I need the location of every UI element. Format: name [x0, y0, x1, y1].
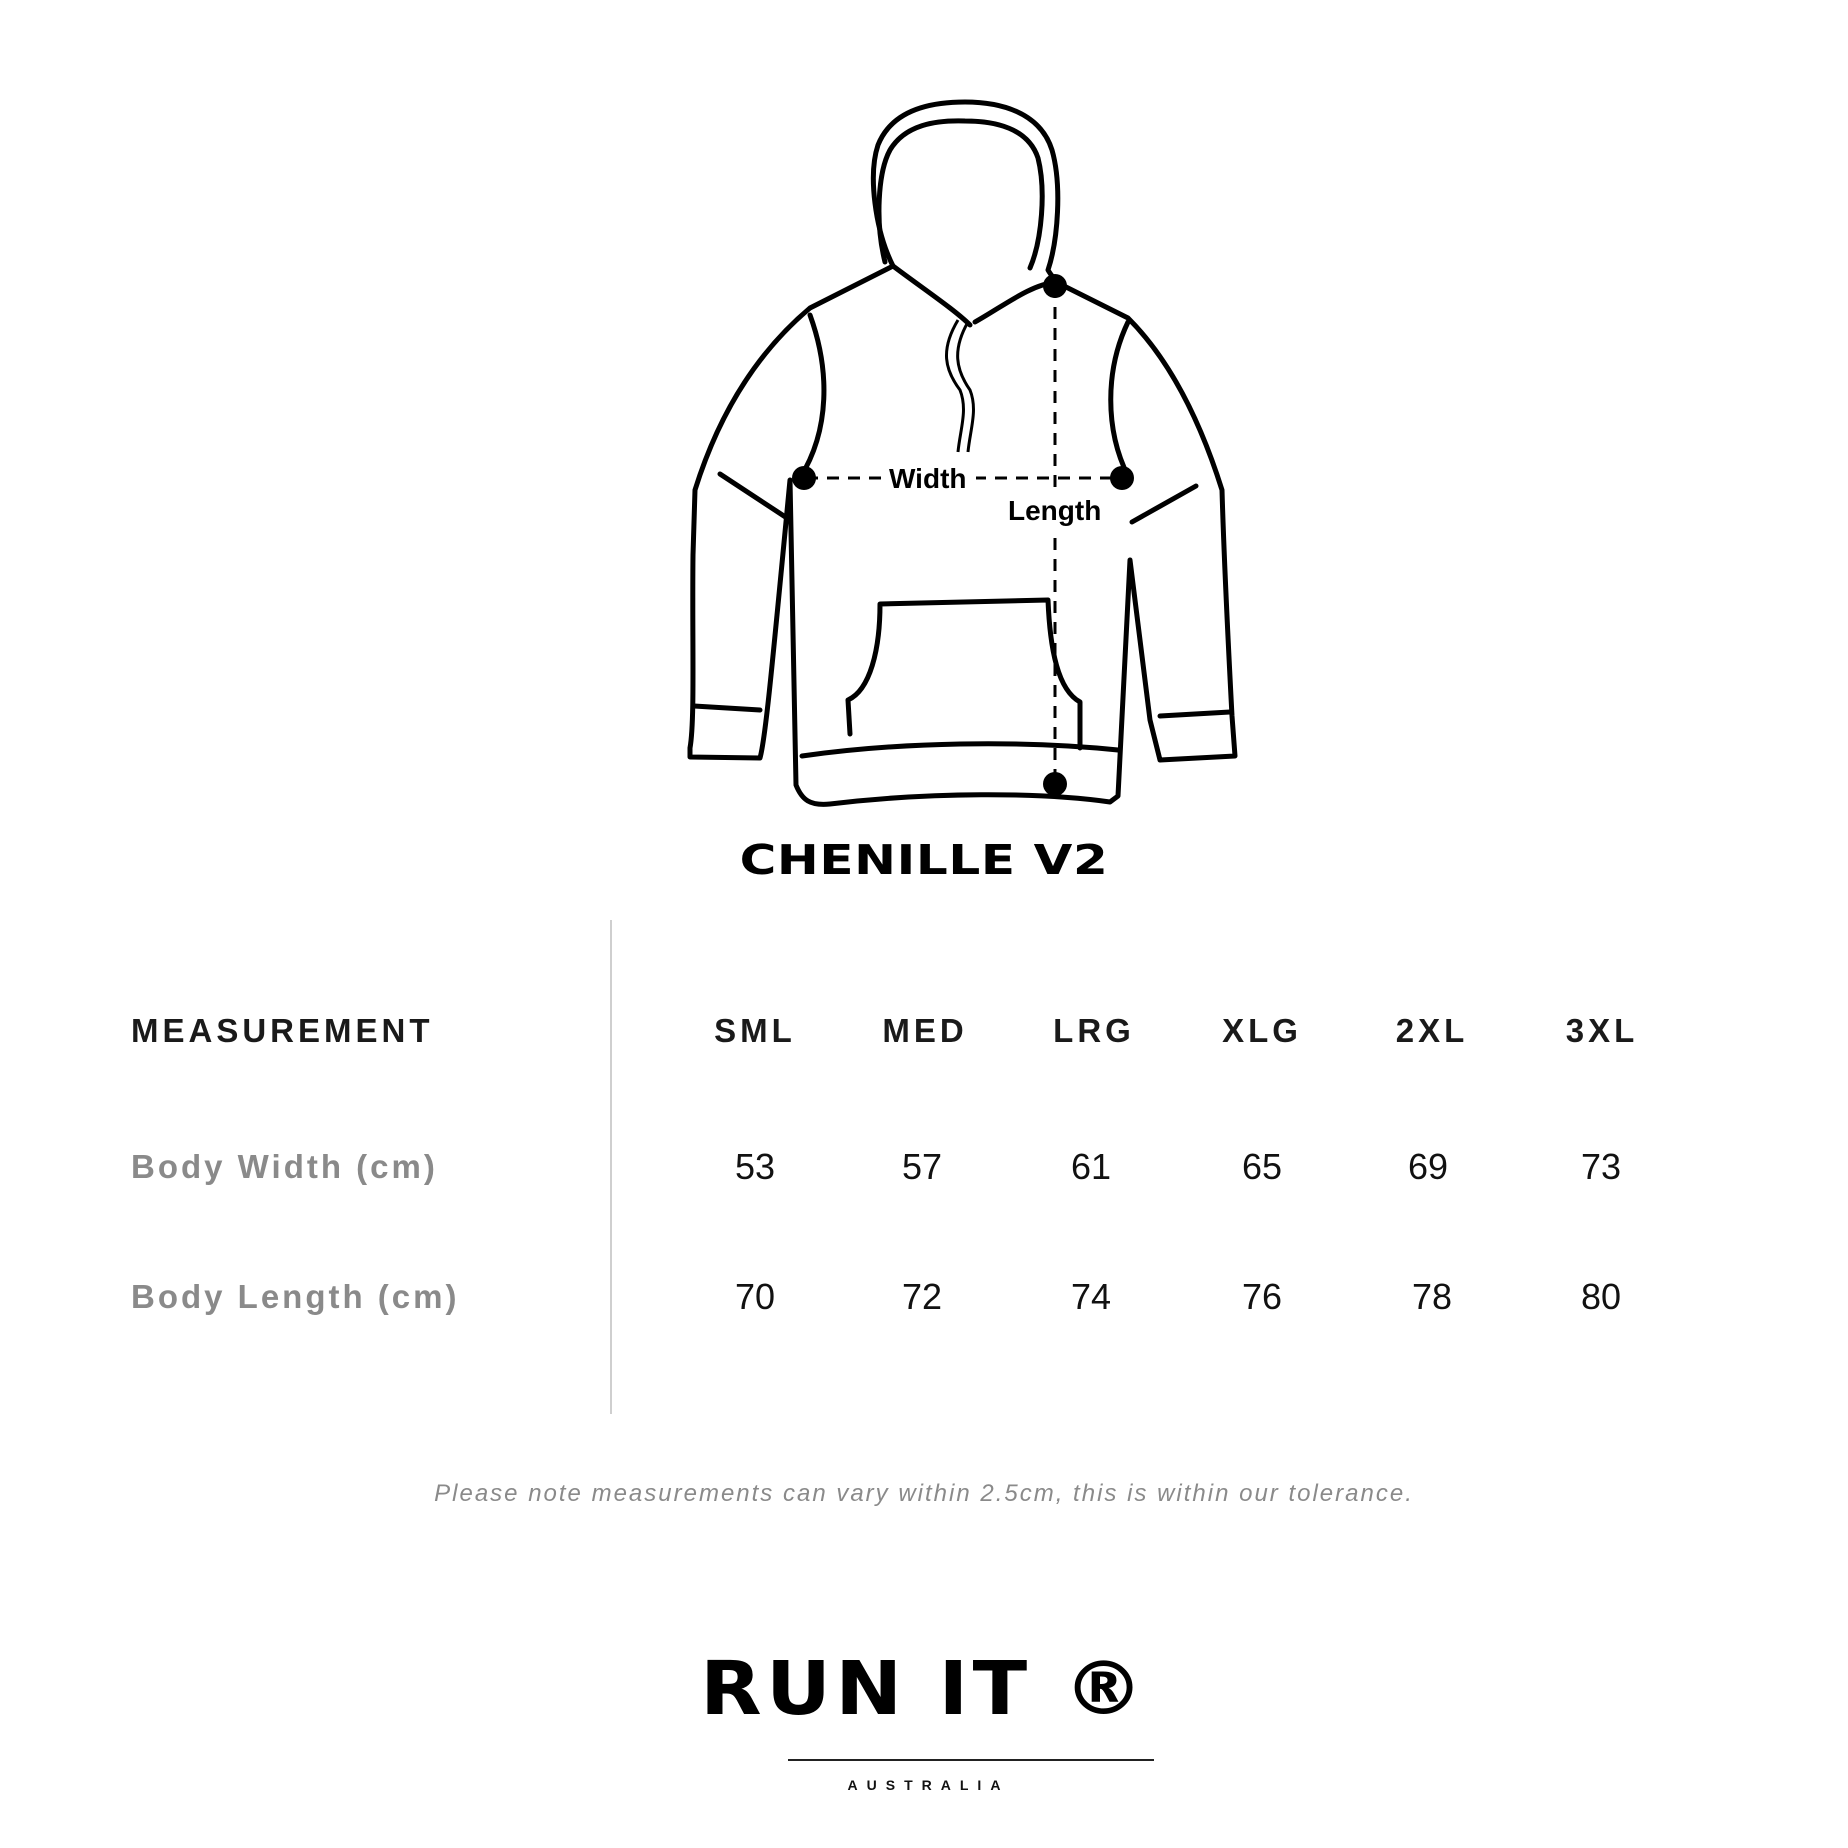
kangaroo-pocket — [848, 600, 1080, 748]
waistband — [802, 744, 1118, 756]
table-cell: 76 — [1241, 1276, 1283, 1317]
row-label-body-length: Body Length (cm) — [131, 1278, 460, 1315]
size-header-2xl: 2XL — [1395, 1012, 1469, 1049]
tolerance-note: Please note measurements can vary within 2.5cm, this is within our tolerance. — [434, 1480, 1414, 1507]
brand-region: AUSTRALIA — [847, 1777, 1010, 1793]
measure-point — [1043, 772, 1067, 796]
table-cell: 65 — [1241, 1146, 1283, 1187]
brand-logo: RUN IT ® — [700, 1646, 1148, 1732]
hood-outline — [873, 102, 1057, 282]
product-title: CHENILLE V2 — [739, 836, 1109, 884]
measure-point — [1043, 274, 1067, 298]
size-header-lrg: LRG — [1053, 1012, 1135, 1049]
table-cell: 74 — [1070, 1276, 1112, 1317]
left-armhole — [800, 315, 824, 478]
table-cell: 70 — [734, 1276, 776, 1317]
measure-point — [1110, 466, 1134, 490]
left-cuff — [694, 706, 760, 710]
table-divider — [610, 920, 612, 1414]
table-cell: 57 — [901, 1146, 943, 1187]
hood-left-fold — [893, 266, 970, 325]
right-sleeve-crease — [1132, 486, 1196, 522]
hoodie-diagram — [0, 0, 1848, 820]
right-cuff — [1160, 712, 1230, 716]
hoodie-outline — [690, 266, 1235, 804]
size-header-med: MED — [882, 1012, 968, 1049]
table-cell: 61 — [1070, 1146, 1112, 1187]
hood-inner — [879, 121, 1042, 268]
table-cell: 69 — [1407, 1146, 1449, 1187]
row-label-body-width: Body Width (cm) — [131, 1148, 438, 1185]
width-label: Width — [889, 463, 967, 494]
table-cell: 53 — [734, 1146, 776, 1187]
left-sleeve-crease — [720, 474, 790, 520]
table-cell: 72 — [901, 1276, 943, 1317]
table-cell: 73 — [1580, 1146, 1622, 1187]
measurement-header: MEASUREMENT — [131, 1012, 434, 1049]
size-header-xlg: XLG — [1222, 1012, 1302, 1049]
size-header-3xl: 3XL — [1565, 1012, 1639, 1049]
size-header-sml: SML — [714, 1012, 796, 1049]
brand-divider — [788, 1759, 1154, 1761]
right-armhole — [1111, 322, 1128, 476]
length-label: Length — [1008, 495, 1102, 526]
measure-point — [792, 466, 816, 490]
table-cell: 80 — [1580, 1276, 1622, 1317]
table-cell: 78 — [1411, 1276, 1453, 1317]
